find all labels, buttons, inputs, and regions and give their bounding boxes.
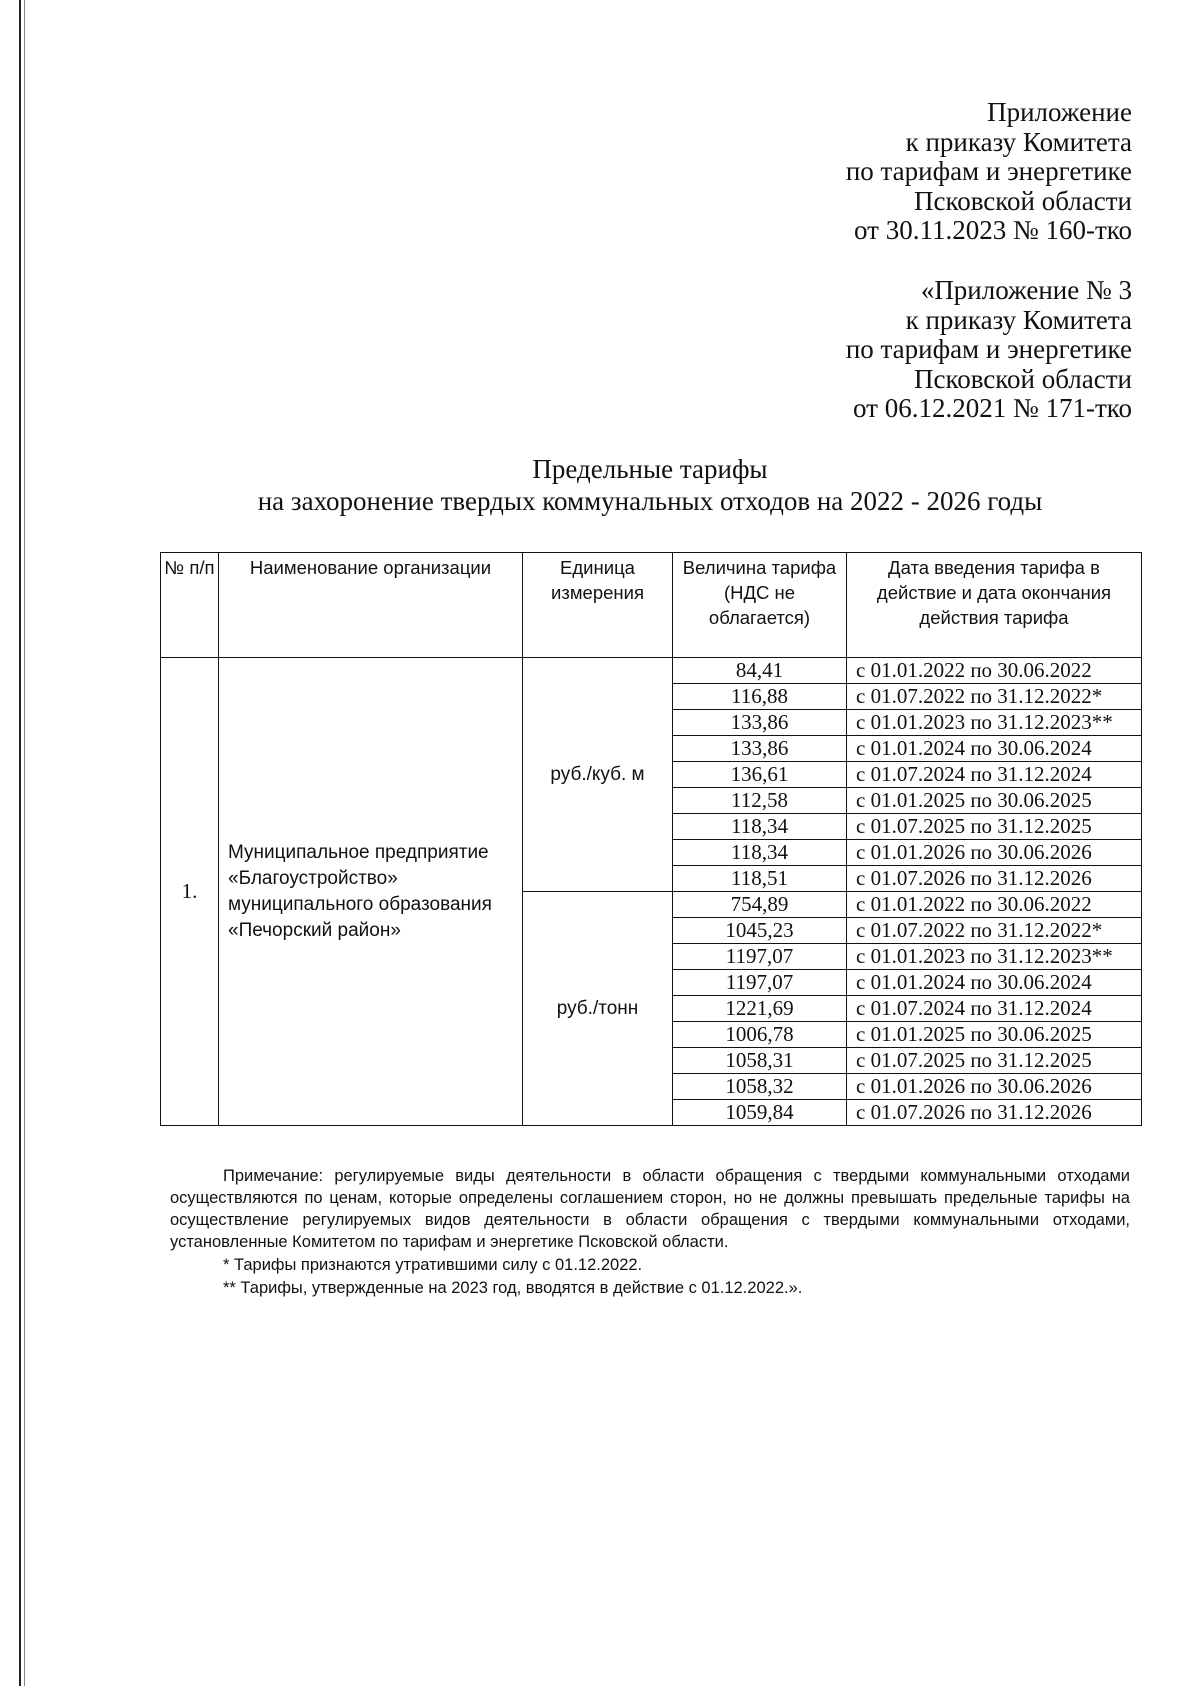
- organization-cell: Муниципальное предприятие «Благоустройство» муниципального образования «Печорский район»: [219, 658, 523, 1126]
- tariff-table: [160, 552, 1142, 1126]
- title-line-1: Предельные тарифы: [532, 454, 768, 484]
- header-unit: Единица измерения: [523, 553, 673, 658]
- tariff-value-cell: 754,89: [673, 892, 847, 918]
- tariff-value-cell: 1197,07: [673, 944, 847, 970]
- tariff-period-cell: с 01.01.2025 по 30.06.2025: [847, 788, 1142, 814]
- tariff-value-cell: 118,34: [673, 840, 847, 866]
- tariff-period-cell: с 01.07.2026 по 31.12.2026: [847, 1100, 1142, 1126]
- tariff-period-cell: с 01.07.2024 по 31.12.2024: [847, 996, 1142, 1022]
- tariff-value-cell: 1221,69: [673, 996, 847, 1022]
- tariff-period-cell: с 01.07.2022 по 31.12.2022*: [847, 684, 1142, 710]
- tariff-period-cell: с 01.01.2022 по 30.06.2022: [847, 658, 1142, 684]
- title-line-2: на захоронение твердых коммунальных отходов на 2022 - 2026 годы: [257, 486, 1043, 516]
- notes-section: [170, 1165, 1130, 1299]
- tariff-value-cell: 133,86: [673, 736, 847, 762]
- tariff-period-cell: с 01.07.2022 по 31.12.2022*: [847, 918, 1142, 944]
- tariff-value-cell: 1058,32: [673, 1074, 847, 1100]
- note-text: Примечание: регулируемые виды деятельности в области обращения с твердыми коммунальными отходами осуществляются по ценам, которые определены соглашением сторон, но не должны превышать предельные тарифы на осуществление регулируемых видов деятельности в области обращения с твердыми коммунальными отходами, установленные Комитетом по тарифам и энергетике Псковской области.: [170, 1167, 1130, 1251]
- tariff-value-cell: 133,86: [673, 710, 847, 736]
- tariff-value-cell: 1045,23: [673, 918, 847, 944]
- header-line: Приложение: [987, 97, 1132, 127]
- tariff-period-cell: с 01.01.2022 по 30.06.2022: [847, 892, 1142, 918]
- tariff-period-cell: с 01.01.2025 по 30.06.2025: [847, 1022, 1142, 1048]
- header-organization: Наименование организации: [219, 553, 523, 658]
- tariff-value-cell: 118,34: [673, 814, 847, 840]
- tariff-period-cell: с 01.07.2026 по 31.12.2026: [847, 866, 1142, 892]
- tariff-value-cell: 136,61: [673, 762, 847, 788]
- unit-cell: руб./тонн: [523, 892, 673, 1126]
- header-line: от 30.11.2023 № 160-тко: [854, 215, 1132, 245]
- header-line: «Приложение № 3: [920, 275, 1132, 305]
- original-appendix-header: [846, 276, 1132, 424]
- scan-edge-line: [24, 0, 25, 1686]
- header-value: Величина тарифа (НДС не облагается): [673, 553, 847, 658]
- table-header-row: [161, 553, 1142, 658]
- document-title: [160, 453, 1140, 517]
- tariff-period-cell: с 01.07.2024 по 31.12.2024: [847, 762, 1142, 788]
- tariff-value-cell: 116,88: [673, 684, 847, 710]
- unit-cell: руб./куб. м: [523, 658, 673, 892]
- header-line: к приказу Комитета: [905, 126, 1132, 157]
- footnote-2: ** Тарифы, утвержденные на 2023 год, вводятся в действие с 01.12.2022.».: [223, 1279, 803, 1297]
- header-line: к приказу Комитета: [905, 304, 1132, 335]
- header-line: от 06.12.2021 № 171-тко: [853, 393, 1132, 423]
- table-row: [161, 658, 1142, 684]
- scan-edge-line: [19, 0, 21, 1686]
- header-line: по тарифам и энергетике: [845, 334, 1132, 364]
- tariff-period-cell: с 01.07.2025 по 31.12.2025: [847, 1048, 1142, 1074]
- header-num: № п/п: [161, 553, 219, 658]
- footnote-1: * Тарифы признаются утратившими силу с 01.12.2022.: [223, 1256, 643, 1274]
- header-line: Псковской области: [913, 363, 1132, 394]
- tariff-period-cell: с 01.07.2025 по 31.12.2025: [847, 814, 1142, 840]
- header-line: по тарифам и энергетике: [845, 156, 1132, 186]
- tariff-period-cell: с 01.01.2024 по 30.06.2024: [847, 736, 1142, 762]
- tariff-period-cell: с 01.01.2023 по 31.12.2023**: [847, 944, 1142, 970]
- tariff-period-cell: с 01.01.2026 по 30.06.2026: [847, 1074, 1142, 1100]
- tariff-value-cell: 118,51: [673, 866, 847, 892]
- tariff-value-cell: 112,58: [673, 788, 847, 814]
- tariff-value-cell: 1197,07: [673, 970, 847, 996]
- tariff-period-cell: с 01.01.2026 по 30.06.2026: [847, 840, 1142, 866]
- tariff-value-cell: 1006,78: [673, 1022, 847, 1048]
- appendix-header: [846, 98, 1132, 246]
- tariff-period-cell: с 01.01.2024 по 30.06.2024: [847, 970, 1142, 996]
- tariff-period-cell: с 01.01.2023 по 31.12.2023**: [847, 710, 1142, 736]
- tariff-value-cell: 1059,84: [673, 1100, 847, 1126]
- row-number-cell: 1.: [161, 658, 219, 1126]
- tariff-value-cell: 1058,31: [673, 1048, 847, 1074]
- tariff-value-cell: 84,41: [673, 658, 847, 684]
- header-dates: Дата введения тарифа в действие и дата окончания действия тарифа: [847, 553, 1142, 658]
- header-line: Псковской области: [913, 185, 1132, 216]
